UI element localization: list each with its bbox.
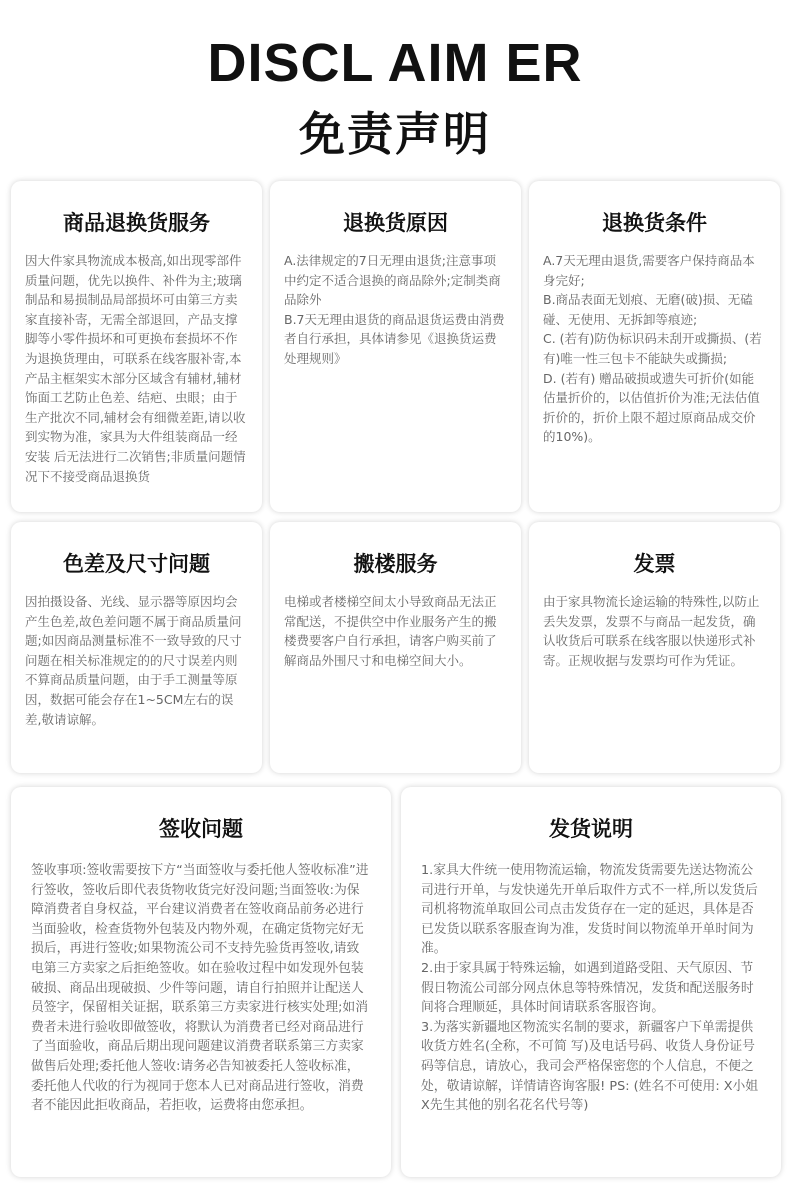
card-shipping: [401, 787, 781, 1177]
card-title: 色差及尺寸问题: [63, 552, 210, 576]
card-body: 由于家具物流长途运输的特殊性,以防止丢失发票，发票不与商品一起发货，确认收货后可联系在线客服以快递形式补寄。正规收据与发票均可作为凭证。: [543, 594, 760, 668]
card-body: 电梯或者楼梯空间太小导致商品无法正常配送，不提供空中作业服务产生的搬楼费要客户自行承担，请客户购买前了解商品外围尺寸和电梯空间大小。: [284, 594, 497, 668]
card-title: 搬楼服务: [353, 552, 438, 576]
card-return-conditions: [529, 181, 780, 512]
card-body: A.7天无理由退货,需要客户保持商品本身完好; B.商品表面无划痕、无磨(破)损、无磕碰、无使用、无拆卸等痕迹; C. (若有)防伪标识码未刮开或撕损、(若有)唯一性三包卡不能缺失或撕损; D. (若有) 赠品破损或遗失可折价(如能估量折价的，以估值折价为准;无法估值折价的，折价上限不超过原商品成交价的10%)。: [543, 253, 762, 445]
card-body: 签收事项:签收需要按下方“当面签收与委托他人签收标准”进行签收，签收后即代表货物收货完好没问题;当面签收:为保障消费者自身权益，平台建议消费者在签收商品前务必进行当面验收，检查货物外包装及内物外观，在确定货物完好无损后，再进行签收;如果物流公司不支持先验货再签收,请致电第三方卖家之后拒绝签收。如在验收过程中如发现外包装破损、商品出现破损、少件等问题，请自行拍照并让配送人员签字，保留相关证据，联系第三方卖家进行核实处理;如消费者未进行验收即做签收，将默认为消费者已经对商品进行了当面验收，商品后期出现问题建议消费者联系第三方卖家做售后处理;委托他人签收:请务必告知被委托人签收标准，委托他人代收的行为视同于您本人已对商品进行签收，消费者不能因此拒收商品，若拒收，运费将由您承担。: [31, 863, 369, 1114]
page-title-cn: 免责声明: [299, 107, 491, 161]
card-stairs-service: [270, 522, 521, 773]
card-title: 签收问题: [159, 817, 243, 841]
card-title: 退换货条件: [602, 211, 707, 235]
card-body: 因拍摄设备、光线、显示器等原因均会产生色差,故色差问题不属于商品质量问题;如因商品测量标准不一致导致的尺寸问题在相关标准规定的的尺寸误差内则不算商品质量问题，由于手工测量等原因，数据可能会存在1~5CM左右的误差,敬请谅解。: [25, 594, 242, 727]
card-invoice: [529, 522, 780, 773]
page-header: [0, 0, 790, 170]
card-body: 1.家具大件统一使用物流运输，物流发货需要先送达物流公司进行开单，与发快递先开单后取件方式不一样,所以发货后司机将物流单取回公司点击发货存在一定的延迟，具体是否已发货以联系客服查询为准，发货时间以物流单开单时间为准。 2.由于家具属于特殊运输，如遇到道路受阻、天气原因、节假日物流公司部分网点休息等特殊情况，发货和配送服务时间将合理顺延，具体时间请联系客服咨询。 3.为落实新疆地区物流实名制的要求，新疆客户下单需提供收货方姓名(全称，不可简 写)及电话号码、收货人身份证号码等信息，请放心，我司会严格保密您的个人信息，不便之处，敬请谅解，详情请咨询客服! PS: (姓名不可使用: X小姐X先生其他的别名花名代号等): [421, 863, 759, 1114]
card-return-service: [11, 181, 262, 512]
card-title: 商品退换货服务: [63, 211, 210, 235]
page-title-en: DISCL AIM ER: [207, 33, 583, 93]
card-title: 退换货原因: [343, 211, 448, 235]
card-signing: [11, 787, 391, 1177]
card-body: A.法律规定的7日无理由退货;注意事项中约定不适合退换的商品除外;定制类商品除外 B.7天无理由退货的商品退货运费由消费者自行承担，具体请参见《退换货运费处理规则》: [284, 253, 505, 366]
card-title: 发票: [633, 552, 676, 576]
card-color-size: [11, 522, 262, 773]
card-title: 发货说明: [549, 817, 633, 841]
card-return-reasons: [270, 181, 521, 512]
card-body: 因大件家具物流成本极高,如出现零部件质量问题，优先以换件、补件为主;玻璃制品和易损制品局部损坏可由第三方卖家直接补寄，无需全部退回，产品支撑脚等小零件损坏和可更换布套损坏不作为退换货理由，可联系在线客服补寄,本产品主框架实木部分区域含有辅材,辅材饰面工艺防止色差、结疤、虫眼；由于生产批次不同,辅材会有细微差距,请以收到实物为准，家具为大件组装商品一经安装 后无法进行二次销售;非质量问题情况下不接受商品退换货: [25, 253, 246, 484]
